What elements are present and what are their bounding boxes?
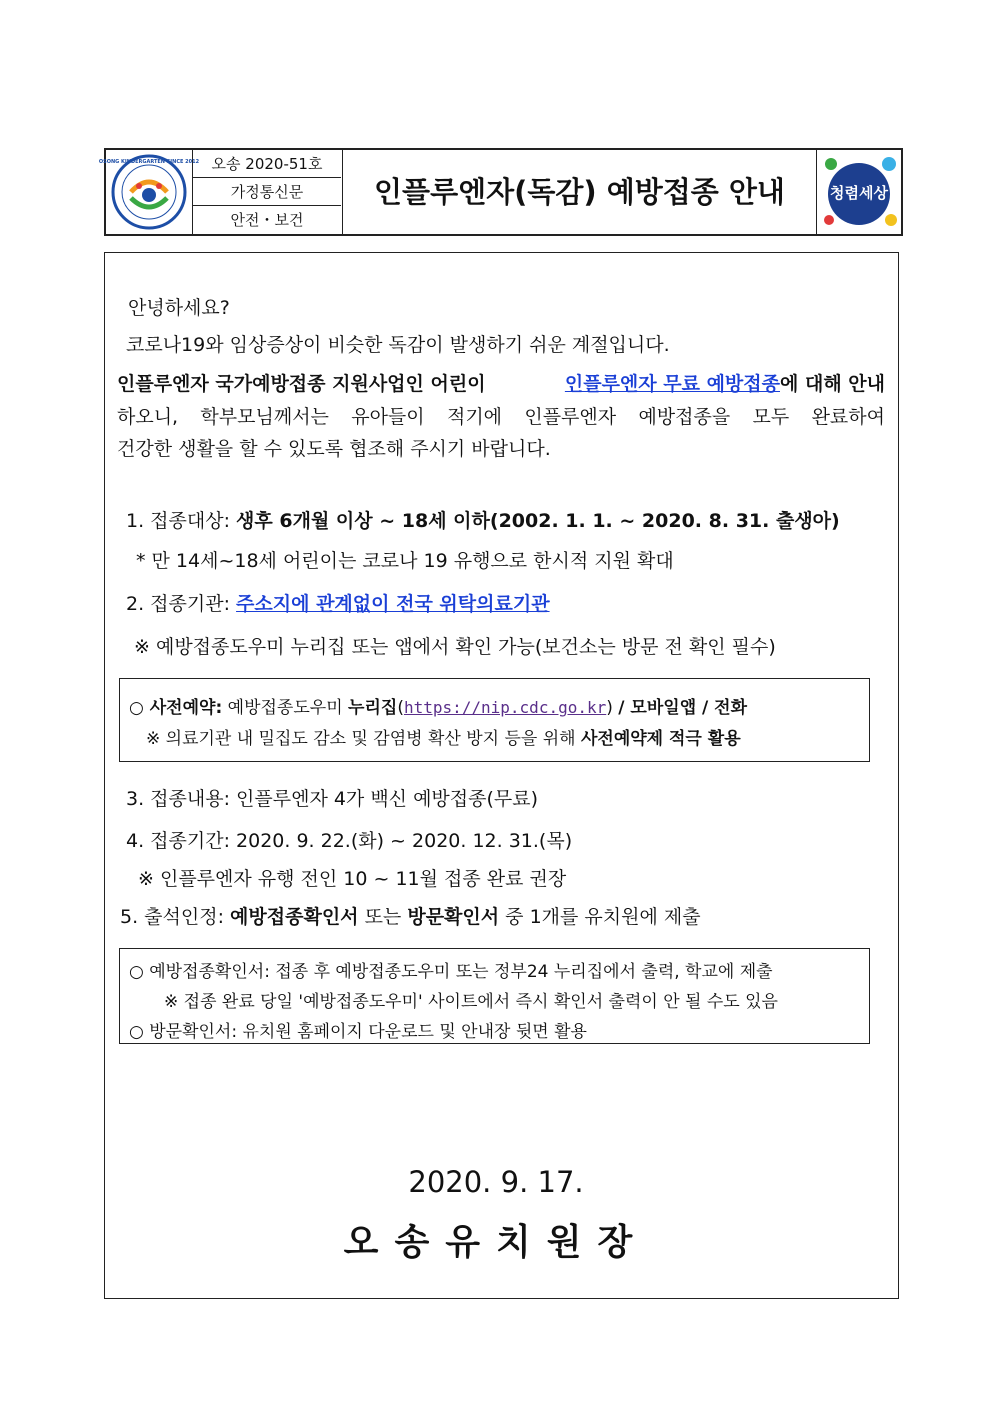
intro-line-5: 건강한 생활을 할 수 있도록 협조해 주시기 바랍니다. — [117, 438, 551, 460]
reservation-line-1: ○ 사전예약: 예방접종도우미 누리집(https://nip.cdc.go.kr) / 모바일앱 / 전화 — [129, 698, 748, 718]
intro-line-3 — [117, 369, 885, 396]
item-3: 3. 접종내용: 인플루엔자 4가 백신 예방접종(무료) — [126, 788, 539, 810]
item-4-note: ※ 인플루엔자 유행 전인 10 ~ 11월 접종 완료 권장 — [138, 868, 567, 890]
reservation-tail: / 모바일앱 / 전화 — [618, 698, 748, 718]
reservation-line-2 — [146, 724, 741, 749]
reservation-note-bold: 사전예약제 적극 활용 — [580, 729, 741, 749]
kindergarten-logo — [98, 150, 200, 234]
item-2 — [126, 589, 550, 616]
header-table — [98, 148, 903, 236]
logo-text: OSONG KINDERGARTEN SINCE 2012 — [98, 159, 200, 165]
item-2-note: ※ 예방접종도우미 누리집 또는 앱에서 확인 가능(보건소는 방문 전 확인 필수) — [134, 636, 776, 658]
item-5-label: 5. 출석인정: — [120, 906, 224, 928]
item-5 — [120, 902, 701, 929]
intro-line-4: 하오니, 학부모님께서는 유아들이 적기에 인플루엔자 예방접종을 모두 완료하여 — [117, 406, 885, 428]
doc-category: 가정통신문 — [193, 178, 341, 206]
attendance-line-2: ※ 접종 완료 당일 '예방접종도우미' 사이트에서 즉시 확인서 출력이 안 될 수도 있음 — [164, 992, 778, 1012]
item-2-value-link[interactable]: 주소지에 관계없이 전국 위탁의료기관 — [236, 593, 550, 615]
greeting: 안녕하세요? — [128, 297, 230, 319]
meta-column — [193, 150, 343, 234]
reservation-label: ○ 사전예약: — [129, 698, 223, 718]
attendance-line-3: ○ 방문확인서: 유치원 홈페이지 다운로드 및 안내장 뒷면 활용 — [129, 1022, 587, 1042]
item-1-value: 생후 6개월 이상 ~ 18세 이하(2002. 1. 1. ~ 2020. 8. 31. 출생아) — [236, 510, 840, 532]
item-1-label: 1. 접종대상: — [126, 510, 230, 532]
reservation-note: ※ 의료기관 내 밀집도 감소 및 감염병 확산 방지 등을 위해 — [146, 729, 576, 749]
item-5-tail: 중 1개를 유치원에 제출 — [505, 906, 701, 928]
doc-subcategory: 안전・보건 — [230, 211, 304, 229]
signature: 오송유치원장 — [343, 1222, 649, 1263]
item-5-bold-2: 방문확인서 — [407, 906, 500, 928]
intro-bold-tail: 에 대해 안내 — [780, 373, 885, 395]
nip-url-link[interactable]: https://nip.cdc.go.kr — [403, 698, 607, 717]
slogan-text: 청렴세상 — [830, 184, 888, 202]
intro-line-2: 코로나19와 임상증상이 비슷한 독감이 발생하기 쉬운 계절입니다. — [126, 334, 670, 356]
reservation-bold: 누리집 — [348, 698, 398, 718]
attendance-box — [119, 948, 870, 1044]
item-2-label: 2. 접종기관: — [126, 593, 230, 615]
item-1 — [126, 506, 840, 533]
item-4: 4. 접종기간: 2020. 9. 22.(화) ~ 2020. 12. 31.(목) — [126, 830, 573, 852]
doc-number: 오송 2020-51호 — [193, 150, 341, 178]
issue-date: 2020. 9. 17. — [408, 1165, 584, 1199]
reservation-text: 예방접종도우미 — [227, 698, 343, 718]
item-5-mid: 또는 — [364, 906, 402, 928]
item-1-note: * 만 14세~18세 어린이는 코로나 19 유행으로 한시적 지원 확대 — [136, 550, 674, 572]
intro-line-3-tail — [565, 369, 885, 396]
item-5-bold-1: 예방접종확인서 — [230, 906, 359, 928]
attendance-line-1: ○ 예방접종확인서: 접종 후 예방접종도우미 또는 정부24 누리집에서 출력, 학교에 제출 — [129, 962, 773, 982]
free-vaccination-link[interactable]: 인플루엔자 무료 예방접종 — [564, 373, 780, 395]
intro-bold-text: 인플루엔자 국가예방접종 지원사업인 어린이 — [117, 373, 486, 395]
reservation-box — [119, 678, 870, 762]
page-title: 인플루엔자(독감) 예방접종 안내 — [343, 150, 817, 234]
integrity-slogan-logo — [817, 150, 901, 234]
